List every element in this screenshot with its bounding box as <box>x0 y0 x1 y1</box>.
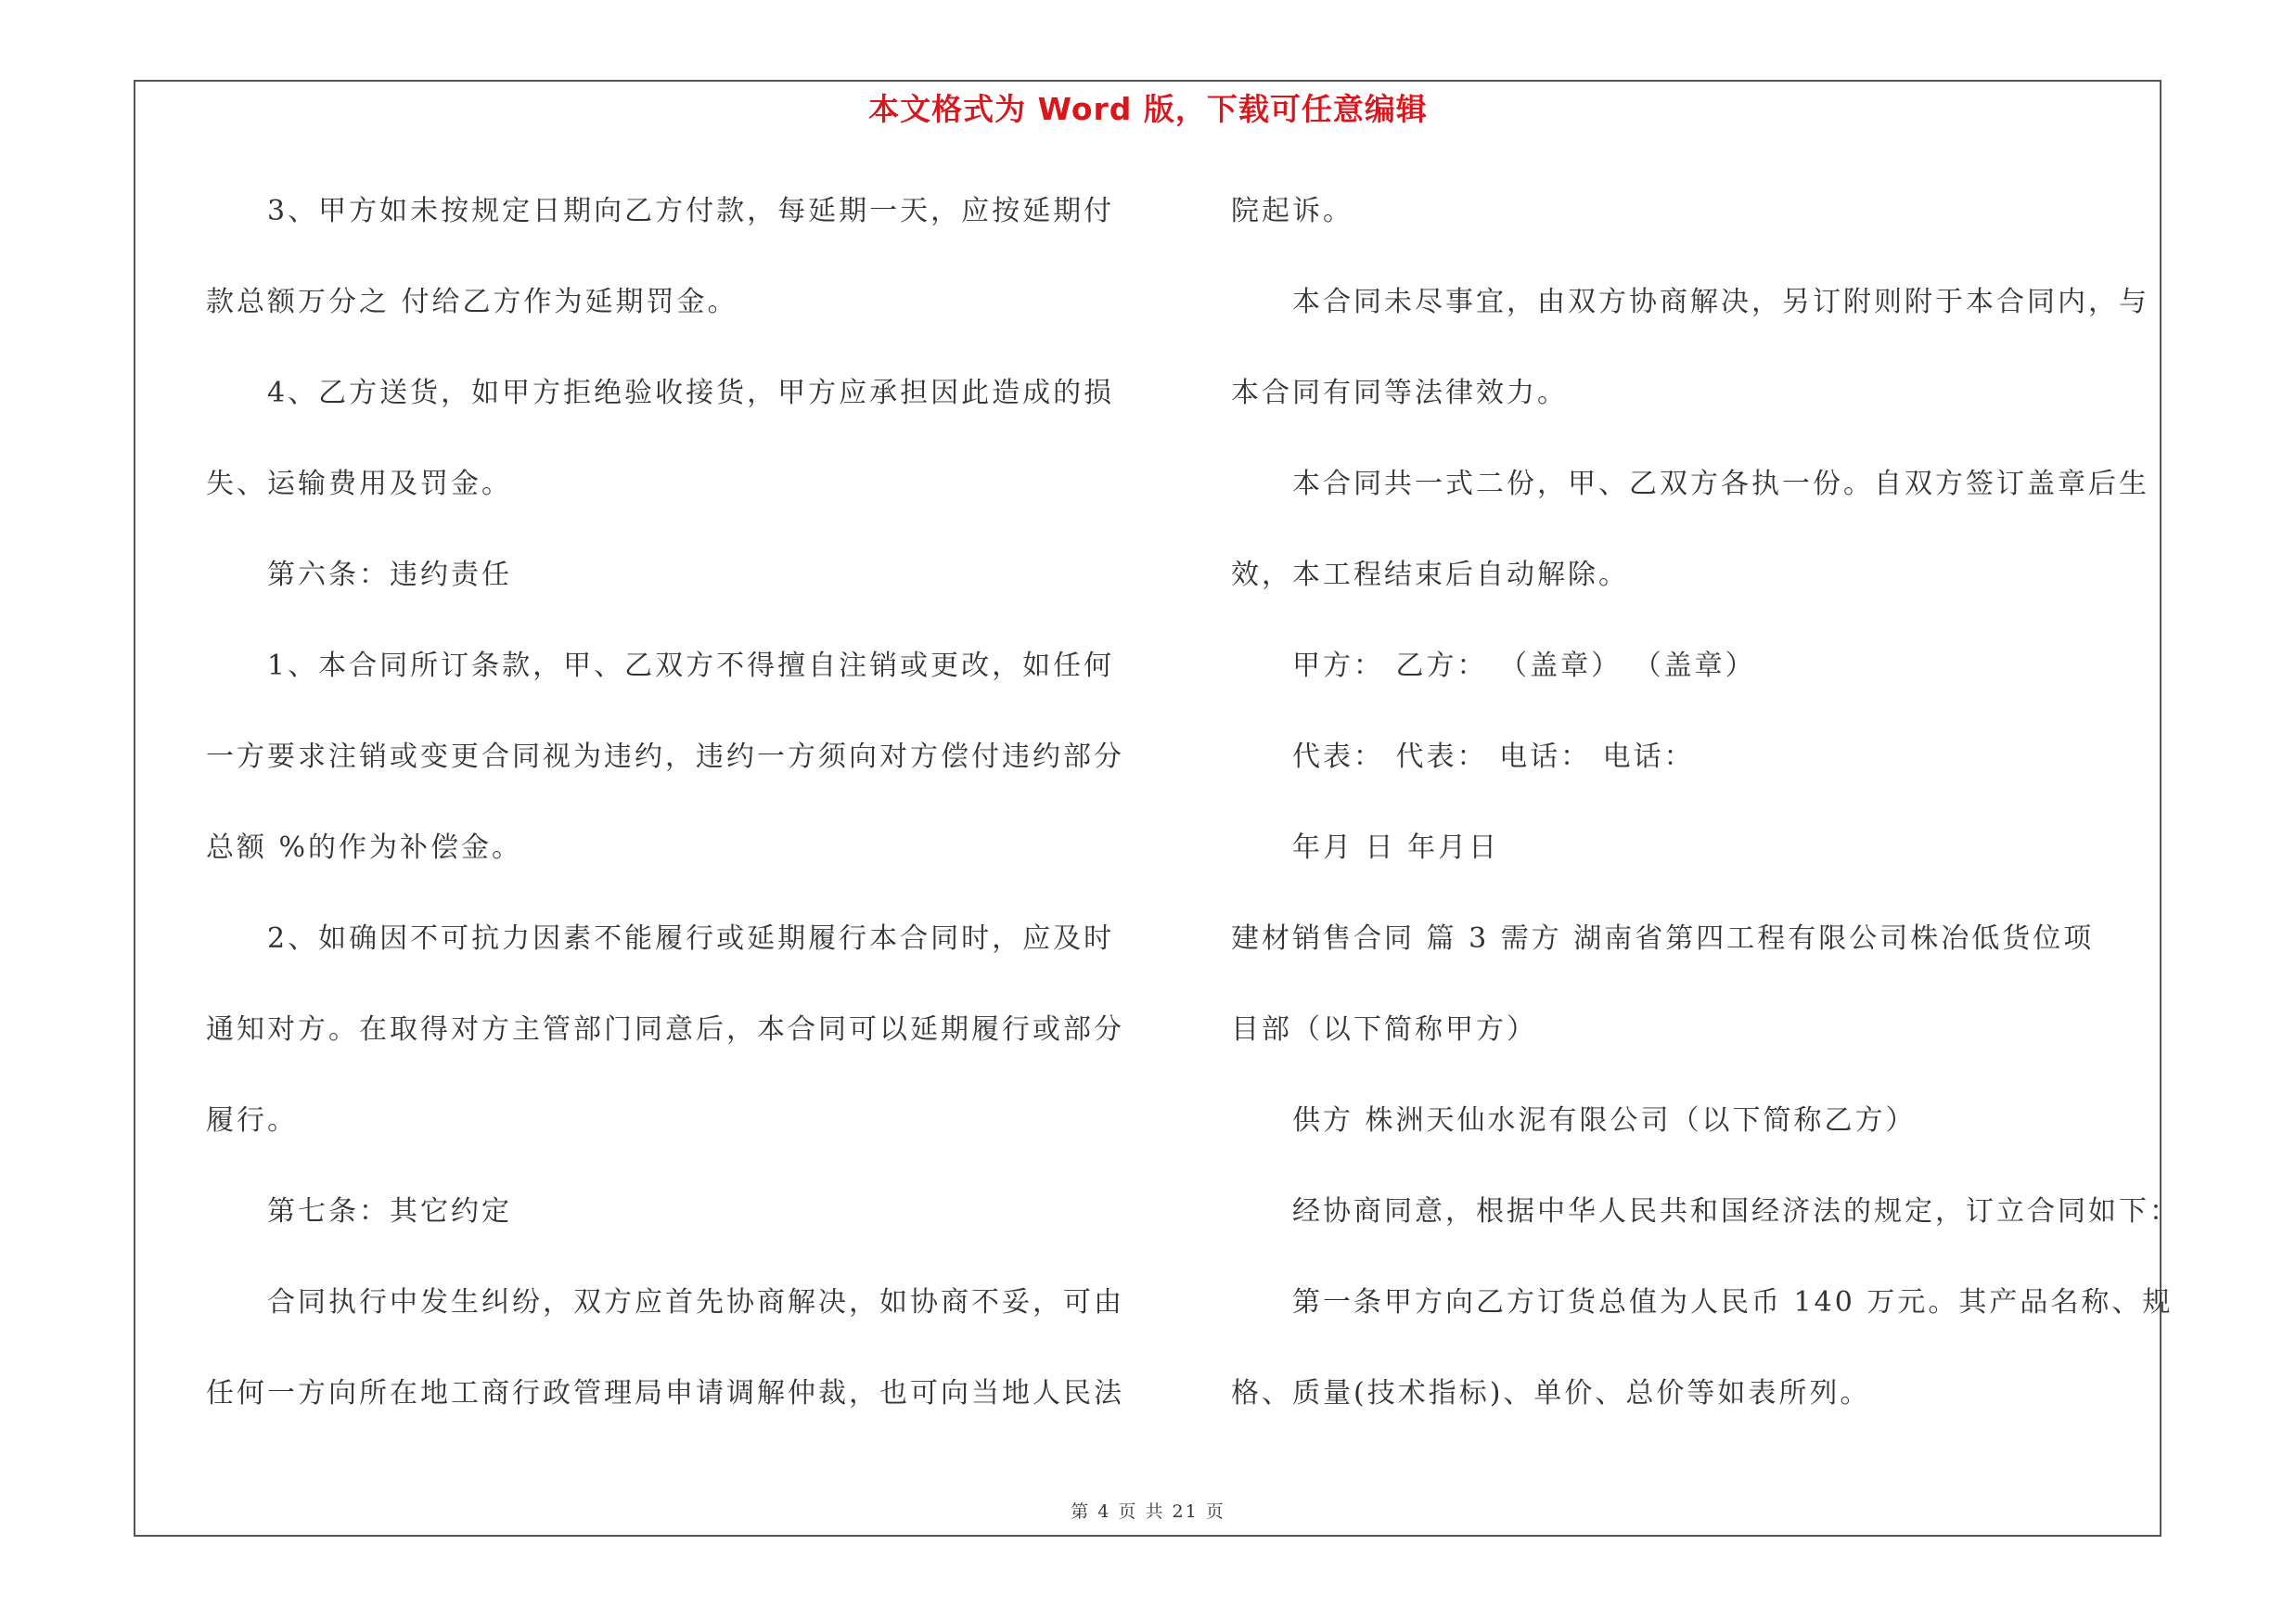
signature-parties-line: 甲方： 乙方： （盖章） （盖章） <box>1292 650 1756 682</box>
paragraph-line: 第一条甲方向乙方订货总值为人民币 140 万元。其产品名称、规 <box>1292 1286 2174 1319</box>
paragraph-line: 任何一方向所在地工商行政管理局申请调解仲裁，也可向当地人民法 <box>206 1377 1124 1410</box>
section-heading: 第六条：违约责任 <box>267 559 512 591</box>
paragraph-line: 失、运输费用及罚金。 <box>206 468 512 500</box>
paragraph-line: 供方 株洲天仙水泥有限公司（以下简称乙方） <box>1292 1104 1917 1137</box>
paragraph-line: 本合同有同等法律效力。 <box>1231 377 1568 409</box>
contract-title-line: 建材销售合同 篇 3 需方 湖南省第四工程有限公司株冶低货位项 <box>1231 922 2095 955</box>
paragraph-line: 4、乙方送货，如甲方拒绝验收接货，甲方应承担因此造成的损 <box>267 377 1115 409</box>
paragraph-line: 履行。 <box>206 1104 298 1137</box>
paragraph-line: 本合同未尽事宜，由双方协商解决，另订附则附于本合同内，与 <box>1292 286 2149 318</box>
paragraph-line: 通知对方。在取得对方主管部门同意后，本合同可以延期履行或部分 <box>206 1013 1124 1046</box>
paragraph-line: 2、如确因不可抗力因素不能履行或延期履行本合同时，应及时 <box>267 922 1115 955</box>
paragraph-line: 款总额万分之 付给乙方作为延期罚金。 <box>206 286 738 318</box>
paragraph-line: 总额 %的作为补偿金。 <box>206 831 523 864</box>
paragraph-line: 院起诉。 <box>1231 195 1353 227</box>
paragraph-line: 3、甲方如未按规定日期向乙方付款，每延期一天，应按延期付 <box>267 195 1115 227</box>
paragraph-line: 格、质量(技术指标)、单价、总价等如表所列。 <box>1231 1377 1871 1410</box>
paragraph-line: 本合同共一式二份，甲、乙双方各执一份。自双方签订盖章后生 <box>1292 468 2149 500</box>
paragraph-line: 经协商同意，根据中华人民共和国经济法的规定，订立合同如下： <box>1292 1195 2180 1228</box>
paragraph-line: 一方要求注销或变更合同视为违约，违约一方须向对方偿付违约部分 <box>206 741 1124 773</box>
signature-date-line: 年月 日 年月日 <box>1292 831 1500 864</box>
paragraph-line: 1、本合同所订条款，甲、乙双方不得擅自注销或更改，如任何 <box>267 650 1115 682</box>
paragraph-line: 合同执行中发生纠纷，双方应首先协商解决，如协商不妥，可由 <box>267 1286 1124 1319</box>
paragraph-line: 效，本工程结束后自动解除。 <box>1231 559 1629 591</box>
page-number: 第 4 页 共 21 页 <box>1071 1501 1225 1522</box>
section-heading: 第七条：其它约定 <box>267 1195 512 1228</box>
signature-contacts-line: 代表： 代表： 电话： 电话： <box>1292 741 1695 773</box>
paragraph-line: 目部（以下简称甲方） <box>1231 1013 1537 1046</box>
format-banner: 本文格式为 Word 版，下载可任意编辑 <box>868 91 1428 127</box>
